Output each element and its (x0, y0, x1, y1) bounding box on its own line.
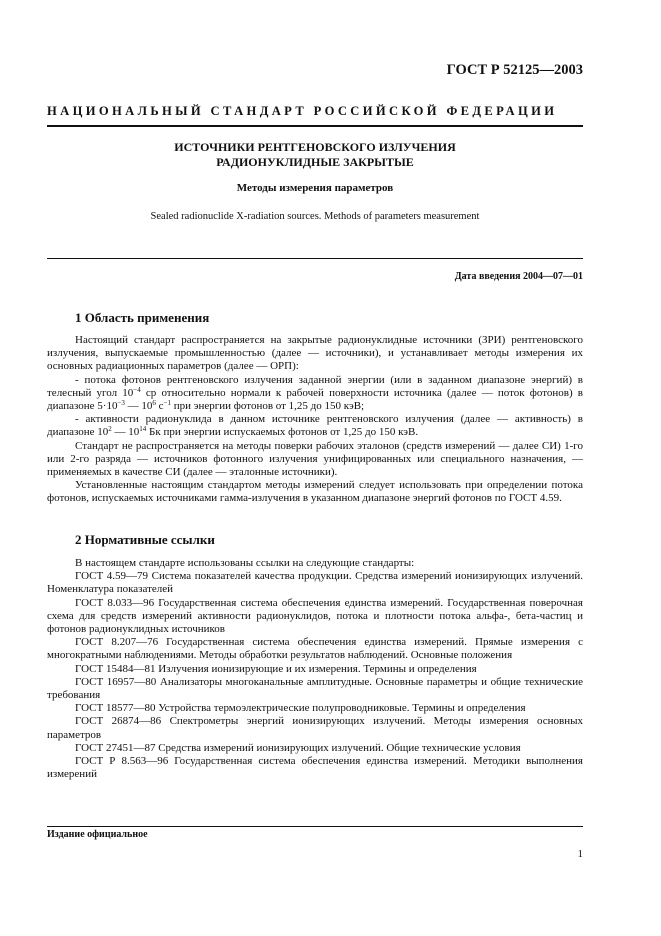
english-title: Sealed radionuclide X-radiation sources. Methods of parameters measurement (150, 211, 480, 222)
reference-item: ГОСТ Р 8.563—96 Государственная система обеспечения единства измерений. Методики выполнения измерений (47, 755, 583, 781)
reference-item: ГОСТ 26874—86 Спектрометры энергий ионизирующих излучений. Методы измерения основных параметров (47, 715, 583, 741)
gost-number: ГОСТ Р 52125—2003 (446, 62, 583, 78)
section-2-heading: 2 Нормативные ссылки (75, 532, 215, 547)
reference-item: ГОСТ 4.59—79 Система показателей качества продукции. Средства измерений ионизирующих излучений. Номенклатура показателей (47, 570, 583, 596)
national-standard-banner: НАЦИОНАЛЬНЫЙ СТАНДАРТ РОССИЙСКОЙ ФЕДЕРАЦИИ (47, 104, 558, 118)
paragraph-activity: - активности радионуклида в данном источнике рентгеновского излучения (далее — активность) в диапазоне $10^2$ — $10^{14}$ Бк при энергии испускаемых фотонов от 1,25 до 150 кэВ. (47, 413, 583, 439)
paragraph: Стандарт не распространяется на методы поверки рабочих эталонов (средств измерений — далее СИ) 1-го или 2-го разряда — источников фотонного излучения унифицированных или специального назначения, — применяемых в качестве СИ (далее — эталонные источники). (47, 439, 583, 479)
paragraph: В настоящем стандарте использованы ссылки на следующие стандарты: (75, 557, 415, 569)
section-1-heading: 1 Область применения (75, 310, 210, 325)
footer-divider (47, 826, 583, 827)
reference-item: ГОСТ 8.207—76 Государственная система обеспечения единства измерений. Прямые измерения с многократными наблюдениями. Методы обработки результатов наблюдений. Основные положения (47, 636, 583, 662)
paragraph: Настоящий стандарт распространяется на закрытые радионуклидные источники (ЗРИ) рентгеновского излучения, выпускаемые промышленностью (далее — источники), и устанавливает методы измерения их основных радиационных параметров (далее — ОРП): (47, 334, 583, 373)
reference-item: ГОСТ 18577—80 Устройства термоэлектрические полупроводниковые. Термины и определения (75, 702, 526, 715)
page-number: 1 (577, 848, 583, 860)
title-line-1: ИСТОЧНИКИ РЕНТГЕНОВСКОГО ИЗЛУЧЕНИЯ (174, 140, 456, 154)
introduction-date: Дата введения 2004—07—01 (454, 271, 583, 282)
document-subtitle: Методы измерения параметров (236, 182, 394, 194)
top-divider (47, 125, 583, 127)
title-divider (47, 258, 583, 259)
title-line-2: РАДИОНУКЛИДНЫЕ ЗАКРЫТЫЕ (216, 155, 414, 169)
section-1-body (47, 334, 583, 506)
paragraph-photon-flux: - потока фотонов рентгеновского излучения заданной энергии (или в заданном диапазоне энергий) в телесный угол $10^{-4}$ ср относительно нормали к рабочей поверхности источника (далее — поток фотонов) в диапазоне $5\cdot 10^{-3}$ — $10^6$ $с^{-1}$ при энергии фотонов от 1,25 до 150 кэВ; (47, 373, 584, 413)
paragraph: Установленные настоящим стандартом методы измерений следует использовать при определении потока фотонов, испускаемых источниками гамма-излучения в указанном диапазоне энергий фотонов по ГОСТ 4.59. (47, 479, 583, 505)
official-edition-label: Издание официальное (47, 829, 148, 840)
reference-item: ГОСТ 16957—80 Анализаторы многоканальные амплитудные. Основные параметры и общие технические требования (47, 675, 583, 702)
document-title (47, 140, 583, 170)
reference-item: ГОСТ 8.033—96 Государственная система обеспечения единства измерений. Государственная поверочная схема для средств измерений активности радионуклидов, потока и плотности потока альфа-, бета-частиц и фотонов радионуклидных источников (47, 596, 583, 636)
reference-item: ГОСТ 15484—81 Излучения ионизирующие и их измерения. Термины и определения (75, 662, 477, 675)
reference-item: ГОСТ 27451—87 Средства измерений ионизирующих излучений. Общие технические условия (75, 741, 521, 754)
section-2-body (47, 557, 583, 781)
